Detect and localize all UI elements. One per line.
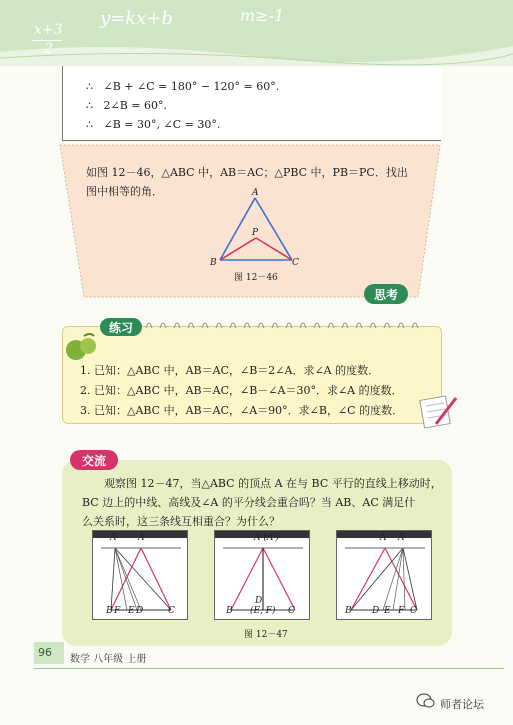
figure-12-46-caption: 图 12－46 <box>234 273 278 283</box>
notepad-pencil-icon <box>418 390 460 430</box>
vertex-label-p: P <box>252 228 259 238</box>
fig2-label-a: A (A′) <box>254 533 279 543</box>
vertex-label-c: C <box>292 258 299 268</box>
chat-bubble-icon <box>416 692 436 710</box>
page-number: 96 <box>38 646 52 659</box>
fig1-label-a-prime: A′ <box>110 533 119 543</box>
fig2-label-ef: (E, F) <box>250 606 276 616</box>
figure-12-47-caption: 图 12－47 <box>244 630 288 640</box>
fig1-label-b: B <box>106 606 113 616</box>
deco-inequality: m≥-1 <box>240 6 285 25</box>
fig2-label-b: B <box>226 606 233 616</box>
practice-badge: 练习 <box>100 318 142 336</box>
fig3-label-f: F <box>398 606 405 616</box>
fig2-label-d: D <box>255 596 263 606</box>
fig3-label-e: E <box>384 606 391 616</box>
practice-item-3: 3. 已知：△ABC 中，AB＝AC，∠A＝90°．求∠B，∠C 的度数． <box>80 404 404 417</box>
triangle-side-ab <box>220 198 255 260</box>
fig1-label-a: A <box>138 533 145 543</box>
fig3-label-a-prime: A′ <box>398 533 407 543</box>
vertex-label-b: B <box>210 258 217 268</box>
practice-apple-icon <box>62 330 102 364</box>
book-title: 数学 八年级 上册 <box>70 654 147 665</box>
think-text-line-1: 如图 12－46，△ABC 中，AB＝AC；△PBC 中，PB＝PC．找出 <box>86 166 408 179</box>
exchange-text-line-2: BC 边上的中线、高线及∠A 的平分线会重合吗？当 AB、AC 满足什 <box>82 496 416 509</box>
proof-line-3: ∴ ∠B = 30°, ∠C = 30°. <box>86 118 221 131</box>
deco-fraction-bottom: 2 <box>44 41 53 57</box>
exchange-text-line-1: 观察图 12－47，当△ABC 的顶点 A 在与 BC 平行的直线上移动时， <box>104 477 442 490</box>
exchange-badge: 交流 <box>70 450 118 470</box>
triangle-side-ac <box>255 198 292 260</box>
fig2-label-c: C <box>288 606 295 616</box>
proof-line-2: ∴ 2∠B = 60°. <box>86 99 168 112</box>
practice-item-1: 1. 已知：△ABC 中，AB＝AC，∠B＝2∠A．求∠A 的度数． <box>80 364 380 377</box>
fig3-label-b: B <box>345 606 352 616</box>
footer-divider <box>34 668 504 669</box>
fig3-label-c: C <box>410 606 417 616</box>
deco-equation: y=kx+b <box>100 8 173 29</box>
fig1-label-d: D <box>136 606 144 616</box>
think-text-line-2: 图中相等的角． <box>86 185 163 198</box>
exchange-text <box>82 474 452 531</box>
exchange-text-line-3: 么关系时，这三条线互相重合？为什么？ <box>82 515 280 528</box>
practice-item-2: 2. 已知：△ABC 中，AB＝AC，∠B－∠A＝30°．求∠A 的度数． <box>80 384 403 397</box>
triangle-side-pc <box>256 238 292 260</box>
proof-line-1: ∴ ∠B + ∠C = 180° − 120° = 60°. <box>86 80 280 93</box>
fig3-label-a: A <box>380 533 387 543</box>
deco-fraction-top: x+3 <box>34 22 63 38</box>
fig1-label-c: C <box>168 606 175 616</box>
fig1-label-e: E <box>128 606 135 616</box>
fig1-label-f: F <box>114 606 121 616</box>
vertex-label-a: A <box>252 188 259 198</box>
think-badge: 思考 <box>364 284 408 304</box>
watermark-text: 师者论坛 <box>440 698 484 711</box>
fig3-label-d: D <box>372 606 380 616</box>
